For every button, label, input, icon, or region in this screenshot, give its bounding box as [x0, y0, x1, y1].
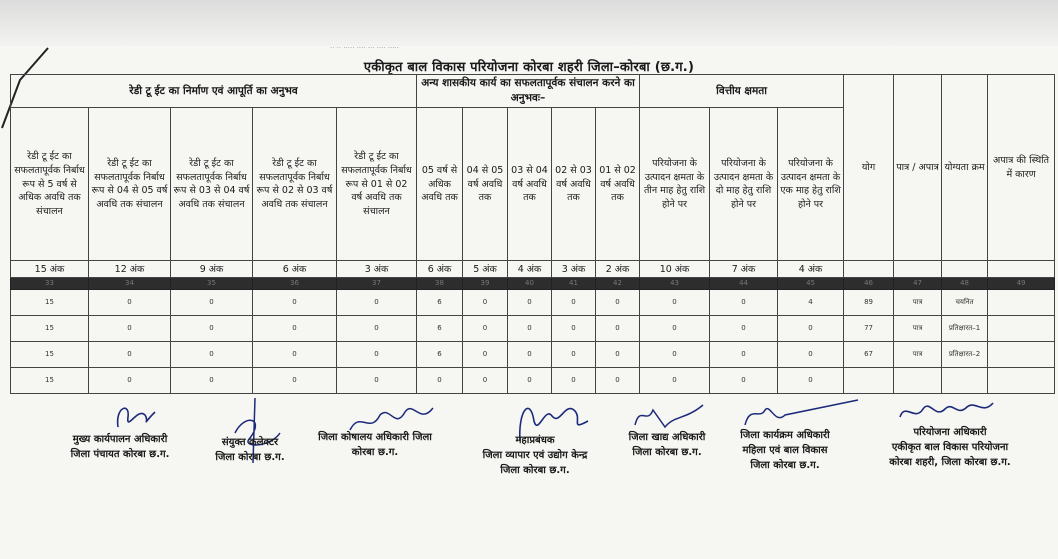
column-number-cell: 36	[253, 278, 337, 289]
table-cell: 0	[171, 367, 253, 393]
table-cell: 0	[778, 367, 844, 393]
column-number-cell: 41	[552, 278, 596, 289]
table-cell: 0	[710, 367, 778, 393]
table-cell: 6	[417, 341, 463, 367]
column-number-cell: 46	[844, 278, 894, 289]
column-header: रेडी टू ईट का सफलतापूर्वक निर्बाध रूप से 03 से 04 वर्ष अवधि तक संचालन	[171, 108, 253, 261]
table-cell: 0	[596, 367, 640, 393]
table-cell: 67	[844, 341, 894, 367]
table-cell: 0	[508, 341, 552, 367]
signature-general-manager: महाप्रबंधक जिला व्यापार एवं उद्योग केन्द्र जिला कोरबा छ.ग.	[482, 435, 588, 476]
column-header: रेडी टू ईट का सफलतापूर्वक निर्बाध रूप से 02 से 03 वर्ष अवधि तक संचालन	[253, 108, 337, 261]
table-cell: चयनित	[942, 289, 988, 315]
table-cell	[844, 367, 894, 393]
marks-cell	[942, 261, 988, 278]
column-number-cell: 42	[596, 278, 640, 289]
table-cell: 0	[710, 315, 778, 341]
table-cell: 15	[11, 341, 89, 367]
table-cell: 0	[253, 315, 337, 341]
marks-cell: 9 अंक	[171, 261, 253, 278]
table-cell: 0	[640, 367, 710, 393]
table-cell: 0	[253, 289, 337, 315]
table-cell	[988, 367, 1055, 393]
marks-cell: 3 अंक	[337, 261, 417, 278]
signature-area	[0, 395, 1058, 495]
table-cell: 0	[417, 367, 463, 393]
table-cell: 0	[508, 289, 552, 315]
column-header: 05 वर्ष से अधिक अवधि तक	[417, 108, 463, 261]
column-header: परियोजना के उत्पादन क्षमता के दो माह हेतु राशि होने पर	[710, 108, 778, 261]
column-header-merit: योग्यता क्रम	[942, 75, 988, 261]
column-header: 01 से 02 वर्ष अवधि तक	[596, 108, 640, 261]
table-cell: 0	[337, 289, 417, 315]
table-cell	[988, 315, 1055, 341]
column-header: 02 से 03 वर्ष अवधि तक	[552, 108, 596, 261]
table-cell: 0	[337, 367, 417, 393]
table-cell	[988, 289, 1055, 315]
table-cell: प्रतिक्षारत–2	[942, 341, 988, 367]
table-row	[11, 367, 1055, 393]
table-cell: 0	[508, 367, 552, 393]
marks-cell: 3 अंक	[552, 261, 596, 278]
table-cell: 0	[552, 289, 596, 315]
table-cell: 0	[171, 289, 253, 315]
signature-program-officer: जिला कार्यक्रम अधिकारी महिला एवं बाल विकास जिला कोरबा छ.ग.	[740, 430, 830, 471]
column-number-cell: 33	[11, 278, 89, 289]
column-number-cell: 39	[463, 278, 508, 289]
signature-scribble-5	[625, 395, 705, 435]
table-cell: 0	[89, 315, 171, 341]
table-cell: 0	[710, 341, 778, 367]
evaluation-table-wrapper	[10, 74, 1054, 394]
table-cell: 6	[417, 315, 463, 341]
marks-cell: 15 अंक	[11, 261, 89, 278]
column-header: रेडी टू ईट का सफलतापूर्वक निर्बाध रूप से 04 से 05 वर्ष अवधि तक संचालन	[89, 108, 171, 261]
faint-header-text: ·· ·· ····· ···· ··· ···· ·····	[330, 44, 399, 52]
table-cell: 15	[11, 289, 89, 315]
document-title: एकीकृत बाल विकास परियोजना कोरबा शहरी जिला–कोरबा (छ.ग.)	[363, 60, 695, 75]
column-number-cell: 40	[508, 278, 552, 289]
table-cell: पात्र	[894, 315, 942, 341]
table-cell: 77	[844, 315, 894, 341]
column-header: रेडी टू ईट का सफलतापूर्वक निर्बाध रूप से 5 वर्ष से अधिक अवधि तक संचालन	[11, 108, 89, 261]
table-cell: 0	[640, 289, 710, 315]
group-financial-capacity: वित्तीय क्षमता	[640, 75, 844, 108]
table-cell: 0	[596, 315, 640, 341]
column-number-cell: 43	[640, 278, 710, 289]
table-cell: 15	[11, 367, 89, 393]
table-cell: पात्र	[894, 289, 942, 315]
table-cell: 0	[552, 367, 596, 393]
group-ready-to-eat: रेडी टू ईट का निर्माण एवं आपूर्ति का अनुभव	[11, 75, 417, 108]
table-cell: 0	[253, 367, 337, 393]
marks-cell	[894, 261, 942, 278]
table-cell: 0	[337, 341, 417, 367]
table-cell: 0	[463, 315, 508, 341]
table-cell: 0	[508, 315, 552, 341]
signature-ceo: मुख्य कार्यपालन अधिकारी जिला पंचायत कोरबा छ.ग.	[70, 434, 170, 460]
table-cell: 4	[778, 289, 844, 315]
signature-scribble-7	[895, 397, 995, 427]
marks-cell: 7 अंक	[710, 261, 778, 278]
table-row	[11, 315, 1055, 341]
table-cell: 0	[89, 367, 171, 393]
column-header-eligibility: पात्र / अपात्र	[894, 75, 942, 261]
column-number-cell: 35	[171, 278, 253, 289]
group-govt-work: अन्य शासकीय कार्य का सफलतापूर्वक संचालन करने का अनुभवः–	[417, 75, 640, 108]
table-cell	[988, 341, 1055, 367]
table-cell: 0	[171, 315, 253, 341]
column-header: रेडी टू ईट का सफलतापूर्वक निर्बाध रूप से 01 से 02 वर्ष अवधि तक संचालन	[337, 108, 417, 261]
evaluation-table	[10, 74, 1055, 394]
table-cell: 0	[89, 341, 171, 367]
column-number-cell: 47	[894, 278, 942, 289]
marks-row	[11, 261, 1055, 278]
table-cell: 0	[89, 289, 171, 315]
signature-treasury-officer: जिला कोषालय अधिकारी जिला कोरबा छ.ग.	[318, 432, 432, 458]
table-cell	[894, 367, 942, 393]
table-cell: पात्र	[894, 341, 942, 367]
marks-cell: 6 अंक	[417, 261, 463, 278]
signature-food-officer: जिला खाद्य अधिकारी जिला कोरबा छ.ग.	[628, 432, 706, 458]
table-cell: 0	[552, 315, 596, 341]
table-cell: 0	[463, 341, 508, 367]
table-cell: 0	[640, 341, 710, 367]
table-cell: 0	[640, 315, 710, 341]
table-row	[11, 341, 1055, 367]
column-number-row	[11, 278, 1055, 289]
table-cell: 15	[11, 315, 89, 341]
column-number-cell: 49	[988, 278, 1055, 289]
table-cell: 0	[596, 341, 640, 367]
column-number-cell: 48	[942, 278, 988, 289]
marks-cell: 10 अंक	[640, 261, 710, 278]
table-cell: 0	[778, 341, 844, 367]
table-cell: प्रतिक्षारत–1	[942, 315, 988, 341]
marks-cell: 4 अंक	[508, 261, 552, 278]
column-number-cell: 38	[417, 278, 463, 289]
table-cell: 0	[253, 341, 337, 367]
column-header: 03 से 04 वर्ष अवधि तक	[508, 108, 552, 261]
table-cell: 0	[552, 341, 596, 367]
marks-cell	[988, 261, 1055, 278]
marks-cell	[844, 261, 894, 278]
table-cell: 0	[463, 289, 508, 315]
table-cell: 0	[710, 289, 778, 315]
table-cell: 89	[844, 289, 894, 315]
table-row	[11, 289, 1055, 315]
table-cell: 0	[171, 341, 253, 367]
marks-cell: 6 अंक	[253, 261, 337, 278]
column-number-cell: 45	[778, 278, 844, 289]
column-header: परियोजना के उत्पादन क्षमता के तीन माह हेतु राशि होने पर	[640, 108, 710, 261]
marks-cell: 4 अंक	[778, 261, 844, 278]
column-number-cell: 44	[710, 278, 778, 289]
marks-cell: 12 अंक	[89, 261, 171, 278]
column-header: 04 से 05 वर्ष अवधि तक	[463, 108, 508, 261]
signature-joint-collector: संयुक्त कलेक्टर जिला कोरबा छ.ग.	[215, 437, 285, 463]
column-number-cell: 37	[337, 278, 417, 289]
table-cell: 0	[596, 289, 640, 315]
table-cell: 6	[417, 289, 463, 315]
column-header-reason: अपात्र की स्थिति में कारण	[988, 75, 1055, 261]
signature-project-officer: परियोजना अधिकारी एकीकृत बाल विकास परियोजना कोरबा शहरी, जिला कोरबा छ.ग.	[889, 427, 1011, 468]
column-header-total: योग	[844, 75, 894, 261]
table-cell: 0	[337, 315, 417, 341]
table-cell	[942, 367, 988, 393]
table-cell: 0	[778, 315, 844, 341]
marks-cell: 5 अंक	[463, 261, 508, 278]
marks-cell: 2 अंक	[596, 261, 640, 278]
signature-scribble-1	[110, 397, 160, 437]
group-header-row	[11, 75, 1055, 108]
photo-top-edge	[0, 0, 1058, 46]
table-cell: 0	[463, 367, 508, 393]
column-header: परियोजना के उत्पादन क्षमता के एक माह हेतु राशि होने पर	[778, 108, 844, 261]
column-number-cell: 34	[89, 278, 171, 289]
